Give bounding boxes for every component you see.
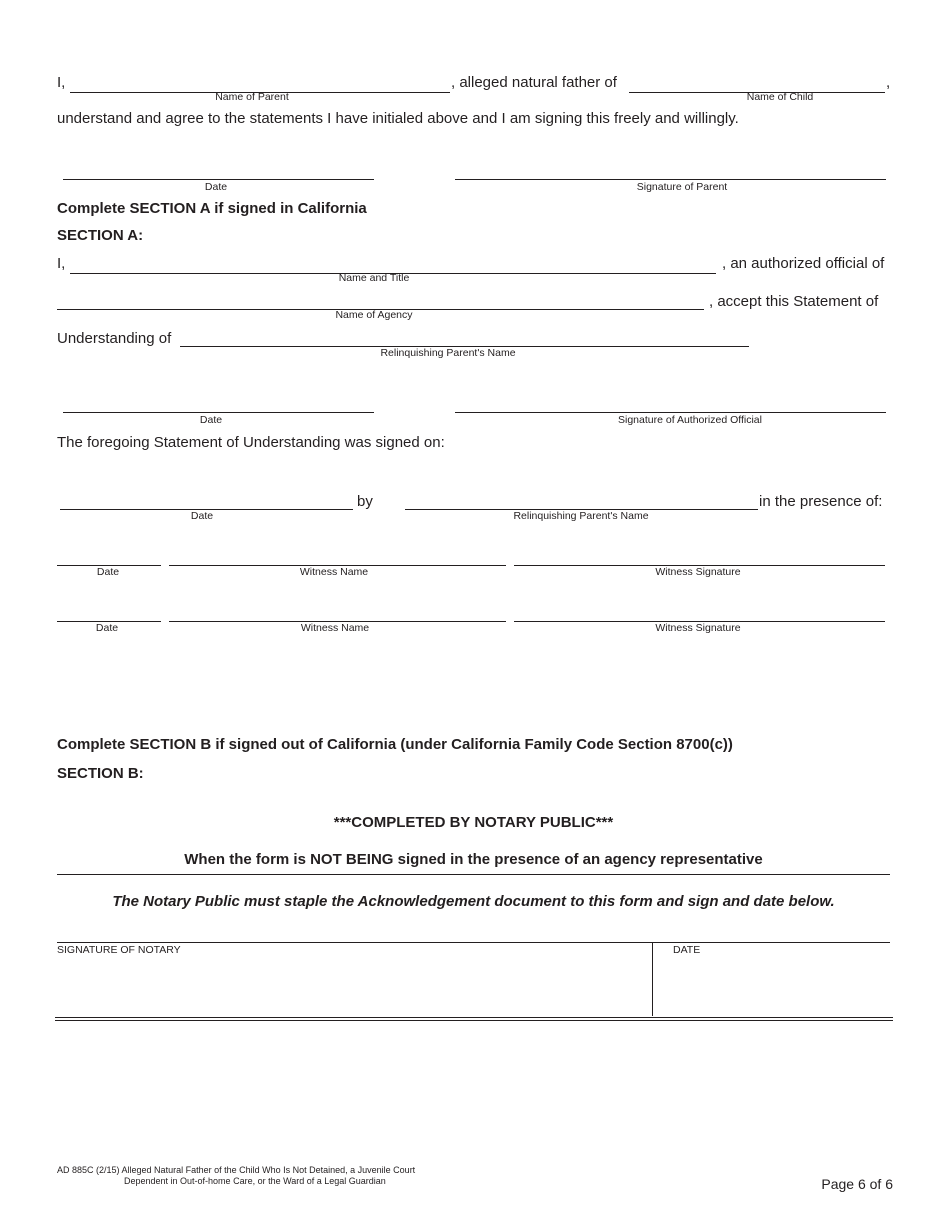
form-id [57,1165,415,1187]
notary-box-divider [652,942,653,1016]
section-a-instruction: Complete SECTION A if signed in California [57,200,367,217]
name-title-caption: Name and Title [338,272,410,284]
agency-name-field[interactable] [57,293,704,310]
notary-date-field[interactable] [658,958,886,1014]
page-number: Page 6 of 6 [821,1176,893,1192]
parent-name-caption: Name of Parent [215,91,289,103]
signed-parent-field[interactable] [405,493,758,510]
signed-date-caption: Date [190,510,214,522]
section-b-heading: SECTION B: [57,765,144,782]
parent-date-field[interactable] [63,163,374,180]
official-date-field[interactable] [63,396,374,413]
notary-box-bottom-1 [55,1017,893,1018]
signed-parent-caption: Relinquishing Parent's Name [513,510,649,522]
section-a-line3-prefix: Understanding of [57,330,172,347]
official-signature-field[interactable] [455,396,886,413]
parent-date-caption: Date [204,181,228,193]
intro-suffix: , [886,74,891,91]
section-a-heading: SECTION A: [57,227,144,244]
witness-2-signature-caption: Witness Signature [655,622,741,634]
notary-divider [57,874,890,875]
witness-2-date-field[interactable] [57,605,161,622]
witness-1-name-caption: Witness Name [299,566,369,578]
section-a-line2-suffix: , accept this Statement of [709,293,879,310]
notary-heading: ***COMPLETED BY NOTARY PUBLIC*** [333,814,614,831]
official-signature-caption: Signature of Authorized Official [618,414,762,426]
by-text: by [357,493,373,510]
parent-signature-caption: Signature of Parent [636,181,728,193]
notary-signature-label: SIGNATURE OF NOTARY [57,944,181,956]
witness-2-date-caption: Date [95,622,119,634]
relinquishing-caption: Relinquishing Parent's Name [380,347,516,359]
section-a-line1-suffix: , an authorized official of [722,255,885,272]
form-id-line1: AD 885C (2/15) Alleged Natural Father of the Child Who Is Not Detained, a Juvenile Court [57,1165,416,1175]
witness-2-name-field[interactable] [169,605,506,622]
notary-instruction: The Notary Public must staple the Acknowledgement document to this form and sign and date below. [112,893,835,910]
child-name-caption: Name of Child [746,91,814,103]
notary-subheading: When the form is NOT BEING signed in the presence of an agency representative [184,851,763,868]
witness-2-signature-field[interactable] [514,605,885,622]
witness-1-date-field[interactable] [57,549,161,566]
notary-box-top [57,942,890,943]
intro-prefix: I, [57,74,66,91]
witness-2-name-caption: Witness Name [300,622,370,634]
form-id-line2: Dependent in Out-of-home Care, or the Ward of a Legal Guardian [124,1176,386,1186]
section-a-line1-prefix: I, [57,255,66,272]
signed-on-text: The foregoing Statement of Understanding was signed on: [57,434,445,451]
notary-signature-field[interactable] [57,958,647,1014]
signed-date-field[interactable] [60,493,353,510]
notary-box-bottom-2 [55,1020,893,1021]
intro-mid-text: , alleged natural father of [451,74,617,91]
section-b-instruction: Complete SECTION B if signed out of California (under California Family Code Section 8700(c)) [57,736,733,753]
parent-signature-field[interactable] [455,163,886,180]
witness-1-date-caption: Date [96,566,120,578]
witness-1-name-field[interactable] [169,549,506,566]
witness-1-signature-field[interactable] [514,549,885,566]
notary-date-label: DATE [673,944,701,956]
relinquishing-parent-field[interactable] [180,330,749,347]
official-date-caption: Date [199,414,223,426]
presence-text: in the presence of: [759,493,883,510]
intro-statement: understand and agree to the statements I have initialed above and I am signing this freely and willingly. [57,110,739,127]
witness-1-signature-caption: Witness Signature [655,566,741,578]
agency-caption: Name of Agency [335,309,413,321]
